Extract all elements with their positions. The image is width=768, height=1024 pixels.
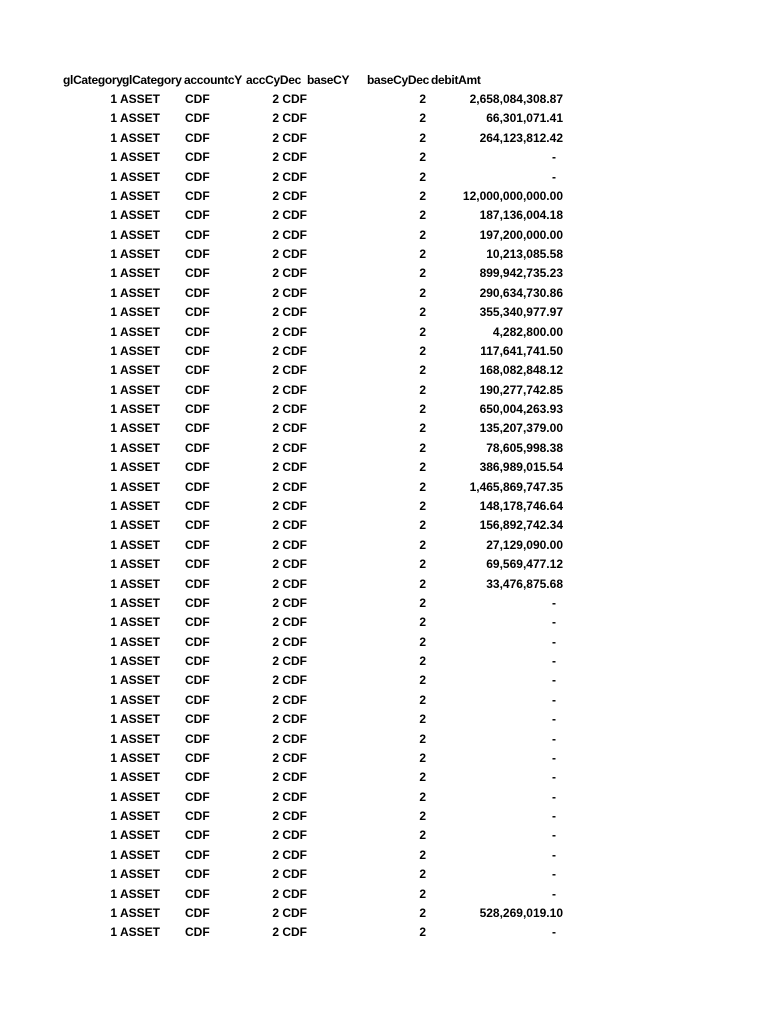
cell-basecydec: 2 [419, 169, 426, 184]
cell-basecydec: 2 [419, 150, 426, 165]
cell-basecydec: 2 [419, 692, 426, 707]
cell-accountcy: CDF [185, 712, 210, 727]
cell-glcategory: 1 ASSET [110, 925, 160, 940]
cell-debitamt: - [552, 595, 556, 610]
cell-acccydec-basecy: 2 CDF [272, 809, 307, 824]
table-row [0, 323, 768, 342]
table-row [0, 148, 768, 167]
cell-debitamt: 290,634,730.86 [479, 285, 563, 300]
cell-basecydec: 2 [419, 770, 426, 785]
header-debitamt: debitAmt [431, 73, 481, 87]
cell-glcategory: 1 ASSET [110, 402, 160, 417]
table-row [0, 691, 768, 710]
cell-accountcy: CDF [185, 518, 210, 533]
cell-basecydec: 2 [419, 92, 426, 106]
header-basecydec: baseCyDec [367, 73, 430, 87]
cell-basecydec: 2 [419, 750, 426, 765]
table-row [0, 90, 768, 109]
cell-acccydec-basecy: 2 CDF [272, 789, 307, 804]
table-row [0, 555, 768, 574]
table-row [0, 826, 768, 845]
header-accountcy: accountcY [184, 73, 242, 87]
cell-glcategory: 1 ASSET [110, 227, 160, 242]
cell-acccydec-basecy: 2 CDF [272, 150, 307, 165]
cell-glcategory: 1 ASSET [110, 789, 160, 804]
cell-accountcy: CDF [185, 130, 210, 145]
cell-glcategory: 1 ASSET [110, 440, 160, 455]
cell-debitamt: - [552, 925, 556, 940]
cell-acccydec-basecy: 2 CDF [272, 305, 307, 320]
table-row [0, 749, 768, 768]
cell-glcategory: 1 ASSET [110, 188, 160, 203]
cell-debitamt: 190,277,742.85 [479, 382, 563, 397]
cell-basecydec: 2 [419, 111, 426, 126]
cell-debitamt: 197,200,000.00 [479, 227, 563, 242]
cell-accountcy: CDF [185, 363, 210, 378]
cell-debitamt: 899,942,735.23 [479, 266, 563, 281]
cell-acccydec-basecy: 2 CDF [272, 247, 307, 262]
cell-acccydec-basecy: 2 CDF [272, 324, 307, 339]
cell-glcategory: 1 ASSET [110, 266, 160, 281]
cell-debitamt: 355,340,977.97 [479, 305, 563, 320]
cell-accountcy: CDF [185, 92, 210, 106]
cell-accountcy: CDF [185, 847, 210, 862]
table-row [0, 710, 768, 729]
cell-accountcy: CDF [185, 266, 210, 281]
cell-acccydec-basecy: 2 CDF [272, 537, 307, 552]
cell-debitamt: 117,641,741.50 [480, 343, 563, 358]
cell-glcategory: 1 ASSET [110, 712, 160, 727]
cell-acccydec-basecy: 2 CDF [272, 828, 307, 843]
cell-debitamt: 2,658,084,308.87 [469, 92, 563, 106]
cell-basecydec: 2 [419, 305, 426, 320]
cell-accountcy: CDF [185, 285, 210, 300]
cell-basecydec: 2 [419, 285, 426, 300]
cell-basecydec: 2 [419, 421, 426, 436]
cell-debitamt: - [552, 150, 556, 165]
cell-glcategory: 1 ASSET [110, 498, 160, 513]
table-row [0, 400, 768, 419]
cell-accountcy: CDF [185, 905, 210, 920]
cell-basecydec: 2 [419, 227, 426, 242]
cell-glcategory: 1 ASSET [110, 421, 160, 436]
cell-basecydec: 2 [419, 867, 426, 882]
table-row [0, 381, 768, 400]
cell-acccydec-basecy: 2 CDF [272, 111, 307, 126]
table-row [0, 516, 768, 535]
cell-acccydec-basecy: 2 CDF [272, 92, 307, 106]
table-row [0, 613, 768, 632]
cell-debitamt: 33,476,875.68 [486, 576, 563, 591]
cell-debitamt: 156,892,742.34 [479, 518, 563, 533]
cell-basecydec: 2 [419, 343, 426, 358]
cell-acccydec-basecy: 2 CDF [272, 227, 307, 242]
table-row [0, 226, 768, 245]
cell-debitamt: 1,465,869,747.35 [469, 479, 563, 494]
cell-acccydec-basecy: 2 CDF [272, 402, 307, 417]
cell-accountcy: CDF [185, 595, 210, 610]
table-row [0, 768, 768, 787]
table-row [0, 865, 768, 884]
cell-glcategory: 1 ASSET [110, 576, 160, 591]
table-row [0, 439, 768, 458]
cell-glcategory: 1 ASSET [110, 479, 160, 494]
table-row [0, 807, 768, 826]
cell-glcategory: 1 ASSET [110, 92, 160, 106]
cell-basecydec: 2 [419, 363, 426, 378]
cell-debitamt: 69,569,477.12 [486, 557, 563, 572]
cell-basecydec: 2 [419, 188, 426, 203]
cell-debitamt: - [552, 634, 556, 649]
cell-basecydec: 2 [419, 595, 426, 610]
table-row [0, 206, 768, 225]
cell-glcategory: 1 ASSET [110, 285, 160, 300]
cell-glcategory: 1 ASSET [110, 828, 160, 843]
cell-basecydec: 2 [419, 479, 426, 494]
cell-accountcy: CDF [185, 305, 210, 320]
cell-glcategory: 1 ASSET [110, 208, 160, 223]
cell-glcategory: 1 ASSET [110, 382, 160, 397]
cell-basecydec: 2 [419, 809, 426, 824]
cell-accountcy: CDF [185, 673, 210, 688]
cell-acccydec-basecy: 2 CDF [272, 576, 307, 591]
cell-acccydec-basecy: 2 CDF [272, 169, 307, 184]
table-row [0, 264, 768, 283]
cell-debitamt: 27,129,090.00 [486, 537, 563, 552]
cell-acccydec-basecy: 2 CDF [272, 925, 307, 940]
cell-basecydec: 2 [419, 518, 426, 533]
cell-debitamt: 4,282,800.00 [492, 324, 563, 339]
cell-accountcy: CDF [185, 750, 210, 765]
cell-accountcy: CDF [185, 828, 210, 843]
table-row [0, 361, 768, 380]
table-row [0, 846, 768, 865]
table-row [0, 923, 768, 942]
cell-acccydec-basecy: 2 CDF [272, 498, 307, 513]
cell-acccydec-basecy: 2 CDF [272, 867, 307, 882]
cell-debitamt: - [552, 867, 556, 882]
cell-basecydec: 2 [419, 440, 426, 455]
cell-debitamt: - [552, 770, 556, 785]
cell-debitamt: 187,136,004.18 [479, 208, 563, 223]
cell-glcategory: 1 ASSET [110, 750, 160, 765]
cell-basecydec: 2 [419, 847, 426, 862]
cell-accountcy: CDF [185, 169, 210, 184]
header-glcategory-2: glCategory [122, 73, 182, 87]
cell-glcategory: 1 ASSET [110, 305, 160, 320]
cell-accountcy: CDF [185, 440, 210, 455]
cell-glcategory: 1 ASSET [110, 111, 160, 126]
cell-acccydec-basecy: 2 CDF [272, 770, 307, 785]
table-row [0, 536, 768, 555]
cell-accountcy: CDF [185, 789, 210, 804]
cell-acccydec-basecy: 2 CDF [272, 750, 307, 765]
cell-accountcy: CDF [185, 809, 210, 824]
table-row [0, 129, 768, 148]
cell-acccydec-basecy: 2 CDF [272, 363, 307, 378]
table-row [0, 342, 768, 361]
cell-basecydec: 2 [419, 402, 426, 417]
cell-accountcy: CDF [185, 557, 210, 572]
cell-acccydec-basecy: 2 CDF [272, 266, 307, 281]
cell-glcategory: 1 ASSET [110, 537, 160, 552]
cell-accountcy: CDF [185, 208, 210, 223]
cell-acccydec-basecy: 2 CDF [272, 518, 307, 533]
cell-basecydec: 2 [419, 828, 426, 843]
cell-acccydec-basecy: 2 CDF [272, 847, 307, 862]
cell-accountcy: CDF [185, 382, 210, 397]
cell-basecydec: 2 [419, 498, 426, 513]
cell-accountcy: CDF [185, 343, 210, 358]
cell-glcategory: 1 ASSET [110, 460, 160, 475]
cell-accountcy: CDF [185, 479, 210, 494]
cell-glcategory: 1 ASSET [110, 634, 160, 649]
cell-basecydec: 2 [419, 712, 426, 727]
cell-debitamt: 386,989,015.54 [479, 460, 563, 475]
cell-debitamt: 78,605,998.38 [486, 440, 563, 455]
cell-basecydec: 2 [419, 905, 426, 920]
cell-accountcy: CDF [185, 324, 210, 339]
cell-glcategory: 1 ASSET [110, 809, 160, 824]
cell-debitamt: 168,082,848.12 [479, 363, 563, 378]
table-row [0, 245, 768, 264]
cell-acccydec-basecy: 2 CDF [272, 595, 307, 610]
cell-accountcy: CDF [185, 731, 210, 746]
cell-basecydec: 2 [419, 673, 426, 688]
cell-basecydec: 2 [419, 208, 426, 223]
cell-acccydec-basecy: 2 CDF [272, 654, 307, 669]
cell-basecydec: 2 [419, 324, 426, 339]
table-row [0, 633, 768, 652]
cell-basecydec: 2 [419, 789, 426, 804]
cell-glcategory: 1 ASSET [110, 673, 160, 688]
cell-acccydec-basecy: 2 CDF [272, 479, 307, 494]
header-glcategory-1: glCategory [63, 73, 123, 87]
cell-debitamt: 12,000,000,000.00 [462, 188, 563, 203]
cell-acccydec-basecy: 2 CDF [272, 382, 307, 397]
cell-accountcy: CDF [185, 402, 210, 417]
cell-basecydec: 2 [419, 266, 426, 281]
cell-debitamt: - [552, 615, 556, 630]
cell-glcategory: 1 ASSET [110, 343, 160, 358]
cell-basecydec: 2 [419, 460, 426, 475]
header-acccydec: accCyDec [246, 73, 301, 87]
cell-glcategory: 1 ASSET [110, 324, 160, 339]
cell-glcategory: 1 ASSET [110, 905, 160, 920]
cell-debitamt: - [552, 828, 556, 843]
cell-acccydec-basecy: 2 CDF [272, 421, 307, 436]
cell-glcategory: 1 ASSET [110, 247, 160, 262]
table-row [0, 284, 768, 303]
cell-acccydec-basecy: 2 CDF [272, 712, 307, 727]
cell-debitamt: - [552, 731, 556, 746]
table-row [0, 904, 768, 923]
cell-accountcy: CDF [185, 188, 210, 203]
cell-acccydec-basecy: 2 CDF [272, 615, 307, 630]
cell-glcategory: 1 ASSET [110, 557, 160, 572]
cell-basecydec: 2 [419, 615, 426, 630]
cell-debitamt: - [552, 169, 556, 184]
cell-glcategory: 1 ASSET [110, 847, 160, 862]
cell-accountcy: CDF [185, 498, 210, 513]
table-row [0, 478, 768, 497]
cell-acccydec-basecy: 2 CDF [272, 905, 307, 920]
cell-accountcy: CDF [185, 227, 210, 242]
table-row [0, 419, 768, 438]
cell-glcategory: 1 ASSET [110, 867, 160, 882]
cell-accountcy: CDF [185, 421, 210, 436]
cell-debitamt: 135,207,379.00 [479, 421, 563, 436]
table-row [0, 671, 768, 690]
cell-glcategory: 1 ASSET [110, 595, 160, 610]
cell-debitamt: - [552, 673, 556, 688]
cell-debitamt: 264,123,812.42 [479, 130, 563, 145]
cell-glcategory: 1 ASSET [110, 615, 160, 630]
cell-glcategory: 1 ASSET [110, 770, 160, 785]
cell-basecydec: 2 [419, 130, 426, 145]
cell-acccydec-basecy: 2 CDF [272, 130, 307, 145]
cell-accountcy: CDF [185, 925, 210, 940]
cell-accountcy: CDF [185, 692, 210, 707]
cell-accountcy: CDF [185, 576, 210, 591]
cell-glcategory: 1 ASSET [110, 150, 160, 165]
cell-acccydec-basecy: 2 CDF [272, 886, 307, 901]
cell-basecydec: 2 [419, 576, 426, 591]
cell-debitamt: - [552, 809, 556, 824]
cell-acccydec-basecy: 2 CDF [272, 285, 307, 300]
cell-acccydec-basecy: 2 CDF [272, 731, 307, 746]
table-row [0, 187, 768, 206]
cell-acccydec-basecy: 2 CDF [272, 634, 307, 649]
cell-basecydec: 2 [419, 557, 426, 572]
cell-basecydec: 2 [419, 247, 426, 262]
cell-acccydec-basecy: 2 CDF [272, 343, 307, 358]
cell-debitamt: - [552, 692, 556, 707]
cell-acccydec-basecy: 2 CDF [272, 440, 307, 455]
table-row [0, 109, 768, 128]
cell-acccydec-basecy: 2 CDF [272, 208, 307, 223]
cell-accountcy: CDF [185, 460, 210, 475]
cell-glcategory: 1 ASSET [110, 886, 160, 901]
cell-debitamt: 528,269,019.10 [479, 905, 563, 920]
cell-basecydec: 2 [419, 886, 426, 901]
cell-debitamt: - [552, 789, 556, 804]
cell-glcategory: 1 ASSET [110, 518, 160, 533]
cell-glcategory: 1 ASSET [110, 731, 160, 746]
cell-glcategory: 1 ASSET [110, 130, 160, 145]
cell-accountcy: CDF [185, 615, 210, 630]
cell-debitamt: 650,004,263.93 [479, 402, 563, 417]
header-basecy: baseCY [307, 73, 350, 87]
cell-debitamt: 66,301,071.41 [486, 111, 563, 126]
cell-basecydec: 2 [419, 925, 426, 940]
cell-basecydec: 2 [419, 654, 426, 669]
table-row [0, 575, 768, 594]
cell-accountcy: CDF [185, 770, 210, 785]
cell-accountcy: CDF [185, 654, 210, 669]
cell-debitamt: - [552, 712, 556, 727]
table-row [0, 168, 768, 187]
cell-debitamt: - [552, 750, 556, 765]
table-row [0, 303, 768, 322]
table-row [0, 730, 768, 749]
cell-accountcy: CDF [185, 867, 210, 882]
cell-accountcy: CDF [185, 886, 210, 901]
cell-debitamt: - [552, 654, 556, 669]
cell-basecydec: 2 [419, 537, 426, 552]
cell-accountcy: CDF [185, 247, 210, 262]
cell-debitamt: 10,213,085.58 [486, 247, 563, 262]
cell-debitamt: - [552, 886, 556, 901]
cell-basecydec: 2 [419, 731, 426, 746]
table-row [0, 594, 768, 613]
cell-basecydec: 2 [419, 634, 426, 649]
table-row [0, 652, 768, 671]
cell-accountcy: CDF [185, 111, 210, 126]
cell-acccydec-basecy: 2 CDF [272, 460, 307, 475]
cell-accountcy: CDF [185, 634, 210, 649]
cell-acccydec-basecy: 2 CDF [272, 188, 307, 203]
cell-accountcy: CDF [185, 150, 210, 165]
table-row [0, 885, 768, 904]
table-row [0, 788, 768, 807]
cell-accountcy: CDF [185, 537, 210, 552]
cell-acccydec-basecy: 2 CDF [272, 692, 307, 707]
table-row [0, 497, 768, 516]
cell-acccydec-basecy: 2 CDF [272, 673, 307, 688]
cell-glcategory: 1 ASSET [110, 363, 160, 378]
cell-acccydec-basecy: 2 CDF [272, 557, 307, 572]
cell-glcategory: 1 ASSET [110, 654, 160, 669]
cell-debitamt: - [552, 847, 556, 862]
cell-basecydec: 2 [419, 382, 426, 397]
cell-glcategory: 1 ASSET [110, 692, 160, 707]
cell-debitamt: 148,178,746.64 [479, 498, 563, 513]
table-row [0, 458, 768, 477]
cell-glcategory: 1 ASSET [110, 169, 160, 184]
